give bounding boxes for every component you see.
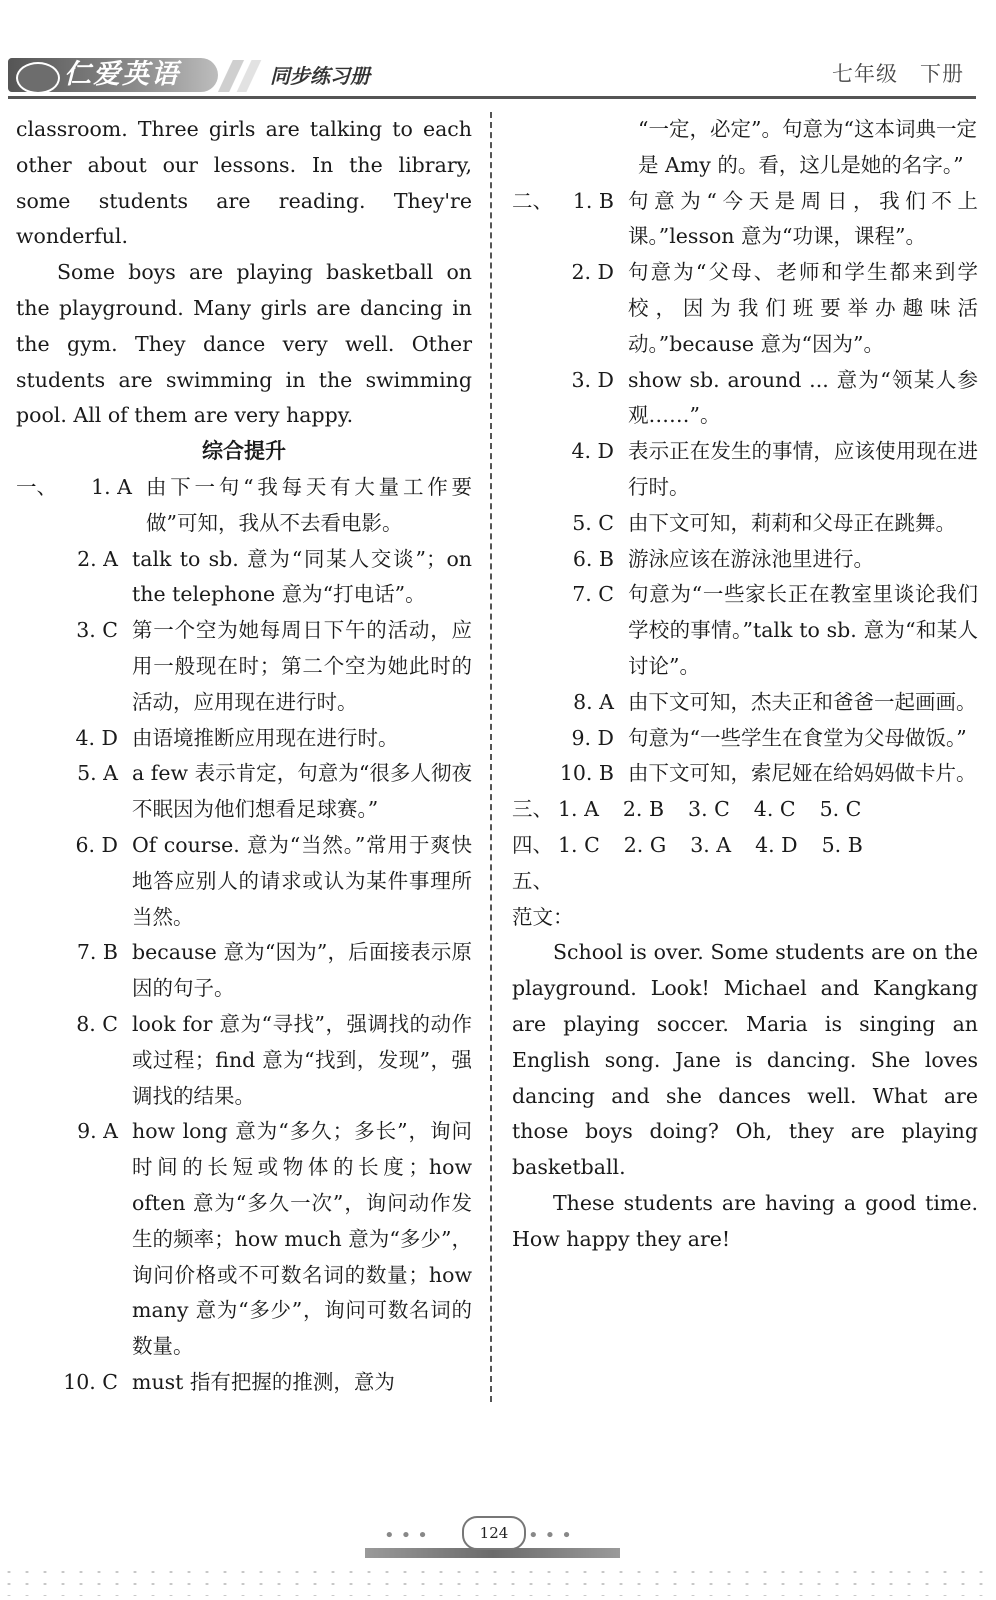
- answer-number: 3. C: [76, 618, 118, 643]
- answer-number: 1. B: [572, 188, 614, 213]
- answer-continuation: “一定，必定”。句意为“这本词典一定是 Amy 的。看，这儿是她的名字。”: [638, 117, 977, 177]
- answer-row-part3: [512, 792, 978, 828]
- sample-essay-label: 范文：: [512, 904, 574, 929]
- footer-dot-pattern: [0, 1566, 996, 1596]
- answer-item: [16, 828, 472, 935]
- answer-number: 8. A: [573, 689, 614, 714]
- footer-dots-right: •••: [528, 1525, 578, 1546]
- answer: 5. B: [821, 832, 863, 857]
- part-label: 三、: [512, 797, 553, 822]
- series-title: 同步练习册: [270, 64, 370, 88]
- answer-explanation: must 指有把握的推测，意为: [132, 1369, 395, 1394]
- answer-number: 9. A: [77, 1119, 118, 1144]
- answer-item: [512, 506, 978, 542]
- answer-number: 7. B: [76, 940, 118, 965]
- answer-explanation: 句意为“一些家长正在教室里谈论我们学校的事情。”talk to sb. 意为“和某人讨论”。: [628, 582, 978, 678]
- answer: 2. B: [622, 797, 665, 822]
- answer-number: 7. C: [572, 582, 614, 607]
- column-divider: [490, 112, 492, 1402]
- answer-item: [16, 935, 472, 1007]
- answer-explanation: 句意为“父母、老师和学生都来到学校，因为我们班要举办趣味活动。”because 意为“因为”。: [628, 260, 978, 356]
- logo-text: 仁爱英语: [64, 59, 180, 90]
- answer-item: [512, 434, 978, 506]
- answer-item: [16, 470, 472, 542]
- answer: 1. A: [558, 797, 599, 822]
- answer-explanation: 由下文可知，索尼娅在给妈妈做卡片。: [628, 761, 977, 786]
- answer-item: [16, 613, 472, 720]
- footer-dots-left: •••: [384, 1525, 434, 1546]
- volume-text: 下册: [920, 62, 964, 86]
- answer: 1. C: [558, 832, 600, 857]
- answer-explanation: because 意为“因为”，后面接表示原因的句子。: [132, 940, 472, 1001]
- answer-explanation: 由下文可知，莉莉和父母正在跳舞。: [628, 510, 956, 535]
- passage-paragraph-2: Some boys are playing basketball on the playground. Many girls are dancing in the gym. They dance very well. Other students are swimming in the swimming pool. All of them are very happy.: [16, 260, 472, 428]
- answer-number: 10. B: [559, 761, 614, 786]
- answer-number: 10. C: [63, 1369, 118, 1394]
- answer-number: 3. D: [571, 367, 614, 392]
- answer-number: 6. D: [75, 832, 118, 857]
- answer-item: [512, 542, 978, 578]
- answer: 4. D: [755, 832, 798, 857]
- answer-explanation: look for 意为“寻找”，强调找的动作或过程；find 意为“找到，发现”，强调找的结果。: [132, 1011, 472, 1108]
- answer-item: [16, 1007, 472, 1114]
- header-rule: [8, 96, 976, 99]
- part-label: 四、: [512, 832, 553, 857]
- answer-item: [512, 577, 978, 684]
- essay-paragraph-2: These students are having a good time. How happy they are!: [512, 1190, 978, 1251]
- answer-item: [512, 255, 978, 362]
- answer-explanation: 由下一句“我每天有大量工作要做”可知，我从不去看电影。: [146, 474, 472, 535]
- grade-text: 七年级: [832, 62, 898, 86]
- part-label: 五、: [512, 868, 553, 893]
- section-title: 综合提升: [202, 439, 286, 464]
- answer-number: 2. D: [571, 260, 614, 285]
- answer-explanation: 游泳应该在游泳池里进行。: [628, 546, 874, 571]
- answer-item: [512, 756, 978, 792]
- heart-logo-icon: [16, 62, 60, 94]
- essay-paragraph-1: School is over. Some students are on the playground. Look! Michael and Kangkang are playing soccer. Maria is singing an English song. Jane is dancing. She loves dancing and she dances well. What are those boys doing? Oh, they are playing basketball.: [512, 940, 978, 1180]
- answer-item: [16, 1114, 472, 1365]
- left-column: [16, 112, 472, 1401]
- answer-explanation: a few 表示肯定，句意为“很多人彻夜不眠因为他们想看足球赛。”: [132, 761, 472, 822]
- right-column: [512, 112, 978, 1258]
- answer-explanation: 句意为“一些学生在食堂为父母做饭。”: [628, 725, 967, 750]
- answer-row-part4: [512, 828, 978, 864]
- answer-number: 5. A: [77, 761, 118, 786]
- answer-item: [512, 184, 978, 256]
- answer-item: [512, 721, 978, 757]
- answer-number: 5. C: [572, 510, 614, 535]
- answer-number: 1. A: [91, 474, 132, 499]
- answer-item: [512, 363, 978, 435]
- answer: 3. A: [690, 832, 732, 857]
- part-label: 一、: [16, 474, 57, 499]
- answer: 2. G: [623, 832, 667, 857]
- answer-explanation: 由下文可知，杰夫正和爸爸一起画画。: [628, 689, 977, 714]
- answer-explanation: Of course. 意为“当然。”常用于爽快地答应别人的请求或认为某件事理所当然。: [132, 832, 472, 929]
- answer-number: 8. C: [76, 1011, 118, 1036]
- answer-number: 6. B: [572, 546, 614, 571]
- page-number: 124: [462, 1516, 526, 1550]
- answer-item: [16, 1365, 472, 1401]
- answer-explanation: 第一个空为她每周日下午的活动，应用一般现在时；第二个空为她此时的活动，应用现在进行时。: [132, 618, 472, 714]
- answer-explanation: how long 意为“多久；多长”，询问时间的长短或物体的长度；how often 意为“多久一次”，询问动作发生的频率；how much 意为“多少”，询问价格或不可数名词的数量；how many 意为“多少”，询问可数名词的数量。: [132, 1119, 472, 1359]
- answer-number: 4. D: [75, 725, 118, 750]
- grade-label: [832, 60, 964, 88]
- answer-explanation: 表示正在发生的事情，应该使用现在进行时。: [628, 439, 978, 499]
- answer: 5. C: [819, 797, 862, 822]
- swoosh-decoration: [210, 60, 270, 92]
- part-label: 二、: [512, 188, 553, 213]
- answer-item: [512, 685, 978, 721]
- answer-item: [16, 721, 472, 757]
- passage-paragraph-1: classroom. Three girls are talking to each other about our lessons. In the library, some students are reading. They're wonderful.: [16, 117, 472, 249]
- answer-item: [16, 542, 472, 614]
- answer-explanation: 句意为“今天是周日，我们不上课。”lesson 意为“功课，课程”。: [628, 188, 978, 249]
- answer-explanation: 由语境推断应用现在进行时。: [132, 725, 399, 750]
- answer-number: 4. D: [571, 439, 614, 464]
- page-header: [0, 0, 996, 100]
- answer-explanation: talk to sb. 意为“同某人交谈”；on the telephone 意为“打电话”。: [132, 546, 472, 607]
- answer-explanation: show sb. around ... 意为“领某人参观……”。: [628, 367, 978, 428]
- answer-number: 2. A: [77, 546, 118, 571]
- answer: 3. C: [688, 797, 730, 822]
- answer-number: 9. D: [571, 725, 614, 750]
- answer-item: [16, 756, 472, 828]
- answer: 4. C: [753, 797, 796, 822]
